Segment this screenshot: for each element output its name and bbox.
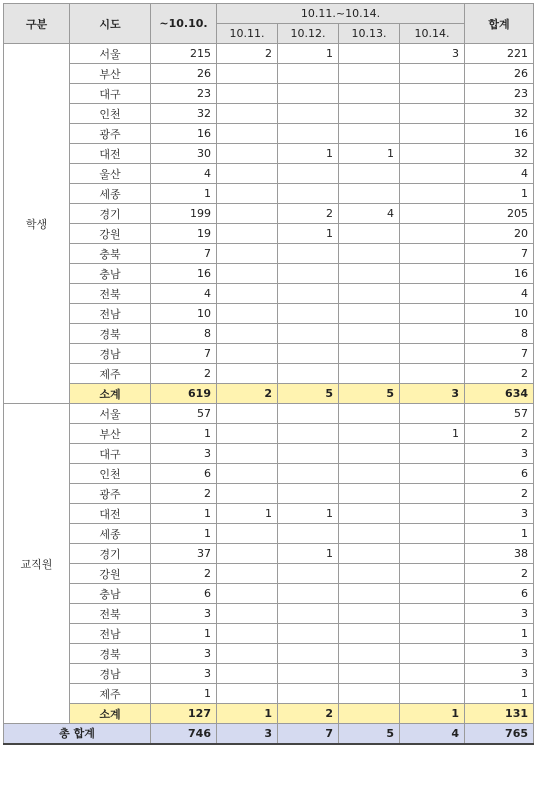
value-cell: 2 (465, 424, 534, 444)
value-cell (400, 284, 465, 304)
value-cell (217, 444, 278, 464)
value-cell (278, 604, 339, 624)
region-cell: 충남 (70, 584, 151, 604)
table-row (4, 224, 534, 244)
value-cell (278, 244, 339, 264)
value-cell: 2 (465, 484, 534, 504)
value-cell (217, 64, 278, 84)
value-cell (400, 664, 465, 684)
table-row (4, 444, 534, 464)
value-cell: 3 (151, 444, 217, 464)
region-cell: 경남 (70, 344, 151, 364)
value-cell (278, 124, 339, 144)
region-cell: 세종 (70, 184, 151, 204)
value-cell (339, 464, 400, 484)
value-cell (339, 184, 400, 204)
region-cell: 경북 (70, 644, 151, 664)
value-cell: 32 (151, 104, 217, 124)
value-cell (400, 204, 465, 224)
region-cell: 대구 (70, 444, 151, 464)
value-cell (278, 324, 339, 344)
value-cell (278, 344, 339, 364)
value-cell (339, 584, 400, 604)
value-cell: 215 (151, 44, 217, 64)
table-row (4, 284, 534, 304)
table-row (4, 584, 534, 604)
region-cell: 경북 (70, 324, 151, 344)
value-cell: 3 (400, 44, 465, 64)
value-cell: 10 (151, 304, 217, 324)
value-cell: 4 (465, 284, 534, 304)
value-cell: 10 (465, 304, 534, 324)
region-cell: 제주 (70, 684, 151, 704)
value-cell (400, 84, 465, 104)
value-cell (217, 564, 278, 584)
value-cell: 2 (465, 364, 534, 384)
value-cell: 7 (151, 244, 217, 264)
value-cell: 221 (465, 44, 534, 64)
table-row (4, 264, 534, 284)
value-cell (400, 344, 465, 364)
value-cell (339, 104, 400, 124)
value-cell (339, 244, 400, 264)
region-cell: 부산 (70, 424, 151, 444)
region-cell: 충북 (70, 244, 151, 264)
value-cell (339, 364, 400, 384)
value-cell (217, 164, 278, 184)
value-cell: 6 (465, 464, 534, 484)
region-cell: 서울 (70, 44, 151, 64)
value-cell: 3 (151, 644, 217, 664)
value-cell (400, 124, 465, 144)
subtotal-cell: 131 (465, 704, 534, 724)
header-range: 10.11.~10.14. (217, 4, 465, 24)
value-cell (400, 364, 465, 384)
value-cell (217, 104, 278, 124)
region-cell: 전북 (70, 604, 151, 624)
value-cell: 16 (151, 124, 217, 144)
value-cell: 3 (151, 604, 217, 624)
value-cell (217, 264, 278, 284)
value-cell: 16 (465, 124, 534, 144)
value-cell: 19 (151, 224, 217, 244)
value-cell: 26 (465, 64, 534, 84)
value-cell: 30 (151, 144, 217, 164)
subtotal-cell: 2 (217, 384, 278, 404)
subtotal-cell: 1 (217, 704, 278, 724)
grand-total-label: 총 합계 (4, 724, 151, 744)
region-cell: 경기 (70, 204, 151, 224)
region-cell: 강원 (70, 224, 151, 244)
table-row (4, 164, 534, 184)
table-row (4, 564, 534, 584)
value-cell: 20 (465, 224, 534, 244)
value-cell (278, 184, 339, 204)
value-cell (217, 184, 278, 204)
value-cell: 32 (465, 144, 534, 164)
subtotal-row (4, 384, 534, 404)
value-cell (278, 584, 339, 604)
value-cell (339, 684, 400, 704)
value-cell: 2 (151, 484, 217, 504)
value-cell: 1 (465, 184, 534, 204)
value-cell (278, 404, 339, 424)
value-cell (278, 104, 339, 124)
value-cell (278, 64, 339, 84)
value-cell (217, 224, 278, 244)
header-upto: ~10.10. (151, 4, 217, 44)
value-cell (400, 224, 465, 244)
region-cell: 세종 (70, 524, 151, 544)
region-cell: 인천 (70, 464, 151, 484)
group-label: 학생 (4, 44, 70, 404)
value-cell (278, 304, 339, 324)
value-cell (400, 624, 465, 644)
value-cell (217, 364, 278, 384)
value-cell (339, 224, 400, 244)
value-cell (339, 644, 400, 664)
value-cell (400, 464, 465, 484)
value-cell (400, 484, 465, 504)
value-cell: 37 (151, 544, 217, 564)
grand-total-cell: 765 (465, 724, 534, 744)
subtotal-cell: 3 (400, 384, 465, 404)
value-cell (400, 184, 465, 204)
value-cell: 57 (465, 404, 534, 424)
table-row (4, 544, 534, 564)
value-cell (400, 304, 465, 324)
table-row (4, 644, 534, 664)
value-cell (400, 104, 465, 124)
region-cell: 대전 (70, 504, 151, 524)
value-cell: 57 (151, 404, 217, 424)
value-cell: 4 (151, 164, 217, 184)
value-cell (278, 164, 339, 184)
value-cell (217, 664, 278, 684)
value-cell (400, 524, 465, 544)
value-cell (339, 344, 400, 364)
value-cell: 1 (217, 504, 278, 524)
value-cell (217, 544, 278, 564)
value-cell (278, 464, 339, 484)
subtotal-row (4, 704, 534, 724)
value-cell (278, 644, 339, 664)
value-cell (400, 504, 465, 524)
table-row (4, 44, 534, 64)
value-cell: 4 (465, 164, 534, 184)
table-row (4, 244, 534, 264)
value-cell: 1 (151, 624, 217, 644)
value-cell: 3 (465, 664, 534, 684)
value-cell (339, 164, 400, 184)
table-row (4, 104, 534, 124)
value-cell (339, 64, 400, 84)
region-cell: 부산 (70, 64, 151, 84)
value-cell (339, 564, 400, 584)
value-cell: 1 (278, 144, 339, 164)
region-cell: 광주 (70, 124, 151, 144)
header-date: 10.11. (217, 24, 278, 44)
subtotal-cell: 2 (278, 704, 339, 724)
value-cell (217, 204, 278, 224)
table-row (4, 304, 534, 324)
value-cell (339, 484, 400, 504)
region-cell: 강원 (70, 564, 151, 584)
value-cell (339, 84, 400, 104)
value-cell: 1 (278, 44, 339, 64)
table-row (4, 504, 534, 524)
subtotal-cell: 619 (151, 384, 217, 404)
value-cell (217, 464, 278, 484)
value-cell (400, 64, 465, 84)
value-cell (278, 664, 339, 684)
region-cell: 전남 (70, 624, 151, 644)
subtotal-cell: 127 (151, 704, 217, 724)
value-cell (278, 364, 339, 384)
value-cell (217, 124, 278, 144)
value-cell (278, 484, 339, 504)
value-cell (400, 644, 465, 664)
value-cell (339, 424, 400, 444)
value-cell (278, 264, 339, 284)
table-row (4, 604, 534, 624)
region-cell: 서울 (70, 404, 151, 424)
table-row (4, 524, 534, 544)
value-cell: 199 (151, 204, 217, 224)
region-cell: 경남 (70, 664, 151, 684)
value-cell (400, 544, 465, 564)
value-cell: 1 (278, 224, 339, 244)
value-cell (400, 244, 465, 264)
subtotal-cell (339, 704, 400, 724)
header-date: 10.12. (278, 24, 339, 44)
value-cell (278, 84, 339, 104)
table-row (4, 64, 534, 84)
header-date: 10.14. (400, 24, 465, 44)
value-cell (278, 564, 339, 584)
value-cell: 3 (465, 444, 534, 464)
value-cell (400, 404, 465, 424)
value-cell: 3 (151, 664, 217, 684)
status-table (3, 3, 534, 745)
value-cell: 3 (465, 504, 534, 524)
value-cell (278, 284, 339, 304)
value-cell: 1 (151, 424, 217, 444)
value-cell: 16 (151, 264, 217, 284)
value-cell (278, 524, 339, 544)
value-cell (339, 324, 400, 344)
value-cell (400, 264, 465, 284)
value-cell: 6 (151, 464, 217, 484)
value-cell: 2 (278, 204, 339, 224)
value-cell: 1 (339, 144, 400, 164)
value-cell (400, 144, 465, 164)
subtotal-cell: 634 (465, 384, 534, 404)
value-cell (400, 604, 465, 624)
value-cell (278, 624, 339, 644)
group-label: 교직원 (4, 404, 70, 724)
value-cell (217, 244, 278, 264)
grand-total-cell: 746 (151, 724, 217, 744)
value-cell: 1 (151, 684, 217, 704)
table-body (4, 44, 534, 744)
value-cell (278, 444, 339, 464)
value-cell (400, 444, 465, 464)
region-cell: 대전 (70, 144, 151, 164)
value-cell (339, 624, 400, 644)
table-row (4, 464, 534, 484)
value-cell: 6 (465, 584, 534, 604)
value-cell (217, 524, 278, 544)
value-cell (400, 324, 465, 344)
value-cell: 3 (465, 604, 534, 624)
value-cell (400, 584, 465, 604)
value-cell: 7 (151, 344, 217, 364)
table-row (4, 144, 534, 164)
value-cell (400, 164, 465, 184)
value-cell: 2 (151, 564, 217, 584)
value-cell: 8 (151, 324, 217, 344)
value-cell (278, 424, 339, 444)
value-cell: 1 (151, 524, 217, 544)
value-cell (217, 284, 278, 304)
value-cell (217, 684, 278, 704)
value-cell: 205 (465, 204, 534, 224)
value-cell: 2 (465, 564, 534, 584)
table-row (4, 624, 534, 644)
value-cell (339, 664, 400, 684)
value-cell (339, 284, 400, 304)
table-row (4, 404, 534, 424)
value-cell (217, 304, 278, 324)
value-cell: 7 (465, 344, 534, 364)
value-cell (339, 124, 400, 144)
value-cell: 1 (465, 684, 534, 704)
region-cell: 경기 (70, 544, 151, 564)
value-cell: 38 (465, 544, 534, 564)
table-row (4, 364, 534, 384)
value-cell (339, 504, 400, 524)
table-row (4, 184, 534, 204)
grand-total-cell: 5 (339, 724, 400, 744)
subtotal-cell: 1 (400, 704, 465, 724)
value-cell (217, 484, 278, 504)
value-cell (217, 584, 278, 604)
value-cell (217, 144, 278, 164)
table-row (4, 324, 534, 344)
subtotal-cell: 5 (339, 384, 400, 404)
value-cell: 16 (465, 264, 534, 284)
value-cell: 23 (151, 84, 217, 104)
value-cell: 26 (151, 64, 217, 84)
region-cell: 울산 (70, 164, 151, 184)
value-cell: 8 (465, 324, 534, 344)
value-cell (217, 644, 278, 664)
table-row (4, 84, 534, 104)
subtotal-label: 소계 (70, 384, 151, 404)
value-cell: 1 (400, 424, 465, 444)
value-cell (217, 624, 278, 644)
value-cell: 6 (151, 584, 217, 604)
grand-total-cell: 3 (217, 724, 278, 744)
value-cell (278, 684, 339, 704)
value-cell (217, 324, 278, 344)
region-cell: 대구 (70, 84, 151, 104)
value-cell: 4 (339, 204, 400, 224)
table-row (4, 124, 534, 144)
value-cell: 3 (465, 644, 534, 664)
value-cell (339, 544, 400, 564)
grand-total-cell: 4 (400, 724, 465, 744)
value-cell: 2 (217, 44, 278, 64)
table-row (4, 684, 534, 704)
value-cell: 4 (151, 284, 217, 304)
value-cell (217, 344, 278, 364)
region-cell: 충남 (70, 264, 151, 284)
table-row (4, 424, 534, 444)
value-cell (339, 604, 400, 624)
value-cell (400, 684, 465, 704)
grand-total-row (4, 724, 534, 744)
subtotal-cell: 5 (278, 384, 339, 404)
value-cell: 23 (465, 84, 534, 104)
value-cell: 1 (151, 184, 217, 204)
value-cell: 1 (278, 544, 339, 564)
value-cell: 2 (151, 364, 217, 384)
value-cell (339, 524, 400, 544)
region-cell: 제주 (70, 364, 151, 384)
region-cell: 광주 (70, 484, 151, 504)
value-cell (339, 44, 400, 64)
value-cell (217, 604, 278, 624)
value-cell (217, 404, 278, 424)
value-cell: 1 (151, 504, 217, 524)
header-category: 구분 (4, 4, 70, 44)
value-cell (339, 444, 400, 464)
header-total: 합계 (465, 4, 534, 44)
value-cell: 1 (465, 524, 534, 544)
table-row (4, 204, 534, 224)
region-cell: 인천 (70, 104, 151, 124)
value-cell (339, 404, 400, 424)
table-row (4, 344, 534, 364)
value-cell (339, 304, 400, 324)
value-cell: 7 (465, 244, 534, 264)
region-cell: 전남 (70, 304, 151, 324)
value-cell: 1 (465, 624, 534, 644)
value-cell: 32 (465, 104, 534, 124)
table-row (4, 664, 534, 684)
region-cell: 전북 (70, 284, 151, 304)
header-region: 시도 (70, 4, 151, 44)
value-cell (217, 84, 278, 104)
table-row (4, 484, 534, 504)
value-cell (400, 564, 465, 584)
value-cell: 1 (278, 504, 339, 524)
subtotal-label: 소계 (70, 704, 151, 724)
grand-total-cell: 7 (278, 724, 339, 744)
header-date: 10.13. (339, 24, 400, 44)
value-cell (217, 424, 278, 444)
value-cell (339, 264, 400, 284)
